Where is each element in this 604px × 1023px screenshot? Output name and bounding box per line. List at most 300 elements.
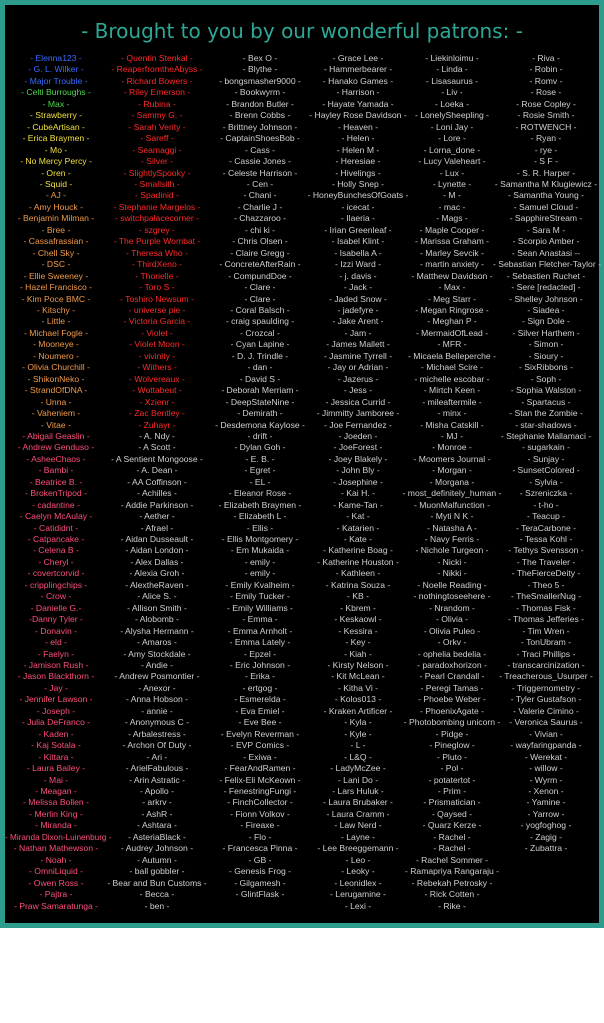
patron-name: - Jessica Currid - (325, 396, 391, 407)
patron-name: - Donavin - (34, 625, 78, 636)
patron-name: - Andrew Genduso - (17, 442, 95, 453)
patron-name: - AA Coffinson - (127, 476, 187, 487)
patron-name: - The Purple Wombat - (113, 236, 201, 247)
patron-name: - TheSmallerNug - (510, 591, 582, 602)
patron-name: - Leoky - (341, 866, 375, 877)
patron-name: - Marissa Graham - (414, 236, 489, 247)
patron-name: - D. J. Trindle - (231, 350, 289, 361)
patron-name: - Joey Blakely - (328, 453, 388, 464)
patron-name: - willow - (529, 763, 563, 774)
patron-name: - universe pie - (128, 304, 186, 315)
patron-name: - AshR - (141, 808, 173, 819)
patron-name: - Pearl Crandall - (419, 671, 485, 682)
patron-name: - CompundDoe - (228, 270, 292, 281)
patron-name: - Peregi Tamas - (420, 682, 484, 693)
patron-name: - Egret - (244, 465, 276, 476)
patron-name: - FinchCollector - (227, 797, 293, 808)
patron-name: - Teacup - (526, 511, 566, 522)
patron-name: - Laura Cramm - (326, 808, 390, 819)
patron-name: - Afrael - (140, 522, 174, 533)
patron-name: - Aidan London - (125, 545, 189, 556)
patron-name: - Jennifer Lawson - (19, 694, 93, 705)
patron-name: - StrandOfDNA - (24, 385, 88, 396)
patron-name: - arkrv - (142, 797, 172, 808)
patron-name: - Sioury - (528, 350, 564, 361)
patron-name: - ReaperfromtheAbyss - (111, 64, 203, 75)
patron-name: - Elenna123 - (30, 53, 82, 63)
patron-name: - Veronica Saurus - (509, 717, 583, 728)
patron-name: - Katherine Houston - (317, 556, 399, 567)
patron-name: - Alice S. - (137, 591, 177, 602)
patron-name: - Isabella A - (334, 247, 382, 258)
patron-name: - mac - (438, 201, 466, 212)
patron-name: - PhoenixAgate - (419, 705, 484, 716)
patron-name: - Sere [redacted] - (511, 282, 581, 293)
patron-name: - Micaela Belleperche - (408, 350, 496, 361)
patron-name: - MuonMalfunction - (414, 499, 490, 510)
patron-name: - Spadinid - (135, 190, 179, 201)
patron-name: - annie - (141, 705, 173, 716)
patron-name: - Siadea - (527, 304, 565, 315)
patron-name: - Noumero - (33, 350, 79, 361)
patron-name: - Celena B - (33, 545, 79, 556)
patron-name: - Fionn Volkov - (230, 808, 290, 819)
patron-name: - Smallsith - (134, 178, 180, 189)
patron-name: - Leonidlex - (334, 877, 382, 888)
patron-name: - Wottabeut - (132, 385, 182, 396)
patron-name: - A. Ndy - (139, 430, 175, 441)
patron-column-6 (493, 53, 599, 855)
patron-name: - Riley Emerson - (123, 87, 191, 98)
patron-name: - Hanako Games - (322, 75, 394, 86)
patron-name: - Irian Greenleaf - (324, 224, 392, 235)
patron-column-4 (305, 53, 411, 912)
patron-name: - szgrey - (139, 224, 175, 235)
patron-name: - most_definitely_human - (402, 488, 502, 499)
patron-name: - Alobomb - (135, 614, 179, 625)
patron-name: - Stephanie Margelos - (113, 201, 201, 212)
patron-name: - Prim - (437, 786, 467, 796)
patron-name: - paradoxhorizon - (417, 660, 487, 671)
patron-name: - ben - (144, 900, 170, 911)
patron-name: - Orkv - (437, 637, 467, 648)
patron-name: - Jazerus - (337, 373, 379, 384)
patron-name: - Helen - (341, 133, 375, 144)
patron-name: - Miranda Dixon-Luinenburg - (5, 832, 112, 842)
patron-name: - Sebastian Fletcher-Taylor - (493, 259, 601, 270)
patron-name: - Catididnt - (33, 522, 79, 533)
patron-name: - Julia DeFranco - (21, 717, 91, 728)
patron-name: - Beatrice B. - (29, 476, 83, 487)
patron-name: - Scorpio Amber - (512, 236, 580, 247)
patron-name: - OmniLiquid - (29, 866, 83, 877)
patron-name: - Lisasaurus - (425, 75, 479, 86)
patron-name: - Heresiae - (335, 156, 381, 167)
patron-name: - Soph - (530, 373, 562, 384)
patron-name: - MFR - (437, 339, 467, 350)
patron-name: - Meghan P - (427, 316, 477, 327)
patron-name: - Anna Hobson - (125, 694, 189, 705)
patron-name: - emily - (244, 568, 276, 579)
patron-name: - Simon - (528, 339, 564, 350)
patron-name: - Cassafrassian - (23, 236, 89, 247)
patron-name: - Lux - (439, 167, 465, 178)
patron-name: - Loni Jay - (430, 121, 474, 132)
patron-name: - Coral Balsch - (230, 304, 290, 315)
patron-column-1 (5, 53, 112, 912)
patron-name: - dan - (247, 362, 273, 373)
patron-name: - ertgog - (242, 682, 278, 693)
patron-name: - AsheeChaos - (26, 453, 86, 464)
patron-name: - Zubattra - (524, 843, 568, 854)
patron-name: - Kat - (346, 511, 370, 522)
patron-name: - Cheryl - (38, 556, 74, 567)
patron-name: - Ellis Montgomery - (221, 534, 299, 545)
patron-name: - bongsmasher9000 - (219, 75, 301, 86)
patron-name: - Evelyn Reverman - (220, 728, 300, 739)
patron-name: - Jay - (44, 682, 68, 693)
patron-name: - Francesca Pinna - (222, 843, 298, 854)
patron-name: - Kim Poce BMC - (21, 293, 91, 304)
patron-name: - Wyrm - (529, 774, 563, 785)
patron-name: - Kiah - (344, 648, 372, 659)
patron-name: - Kate - (343, 534, 373, 545)
patron-name: - Noah - (40, 854, 72, 865)
patron-name: - Theo 5 - (527, 579, 565, 590)
patron-name: - EVP Comics - (230, 740, 290, 751)
patron-name: - Rike - (438, 900, 466, 911)
patron-name: - Cass - (244, 144, 276, 155)
patron-name: - Kitha Vi - (338, 682, 378, 693)
patron-name: - Harrison - (336, 87, 380, 98)
patron-name: - ShikonNeko - (27, 373, 85, 384)
patron-name: - Lorna_done - (423, 144, 481, 155)
patron-name: - Toro S - (139, 282, 175, 293)
patron-name: - Clare - (244, 282, 276, 293)
patron-name: - Thorielle - (135, 270, 179, 281)
patron-name: - Jason Blackthorn - (17, 671, 95, 682)
patron-name: - Anonymous C - (125, 717, 189, 728)
patron-name: - Samantha M Klugiewicz - (494, 178, 598, 189)
patron-name: - Holly Snep - (331, 178, 385, 189)
patron-name: - Unna - (40, 396, 72, 407)
patron-name: - Kolos013 - (334, 694, 382, 705)
patron-name: - Jay or Adrian - (327, 362, 389, 373)
patron-name: - Abigail Geaslin - (22, 430, 90, 441)
patron-name: - Natasha A - (427, 522, 477, 533)
patron-name: - covertcorvid - (27, 568, 85, 579)
patron-name: - S F - (534, 156, 558, 167)
patron-name: - Quarz Kerze - (422, 820, 482, 831)
patron-name: - Esmerelda - (234, 694, 286, 705)
patron-name: - Sarah Verity - (128, 121, 186, 132)
patron-name: - Chell Sky - (32, 247, 80, 258)
patron-name: - Pineglow - (429, 740, 475, 751)
patron-name: - Kame-Tan - (333, 499, 383, 510)
patron-name: - Faelyn - (37, 648, 75, 659)
patron-name: - Hammerbearer - (323, 64, 393, 75)
patron-name: - CubeArtisan - (27, 121, 85, 132)
patron-name: - Pajtra - (39, 889, 73, 900)
patron-name: - Rose Copley - (516, 98, 576, 109)
patron-name: - Sign Dole - (522, 316, 570, 327)
patron-name: - Gilgamesh - (234, 877, 286, 888)
patron-name: - Stephanie Mallamaci - (500, 430, 592, 441)
patron-name: - yogfoghog - (520, 820, 572, 831)
patron-name: - Cyan Lapine - (230, 339, 290, 350)
patron-name: - wayfaringpanda - (510, 740, 582, 751)
patron-name: - Mags - (436, 213, 468, 224)
patron-name: - Mo - (44, 144, 68, 155)
patron-name: - Vaheniem - (31, 408, 81, 419)
patron-name: - Andrew Posmontier - (114, 671, 200, 682)
patron-name: - Pol - (440, 763, 464, 774)
patron-name: - Mirtch Keen - (423, 385, 481, 396)
patron-name: - Werekat - (524, 751, 568, 762)
patron-name: - Merlin King - (29, 808, 83, 819)
patron-name: - DeepStateNine - (225, 396, 295, 407)
patron-name: - AlextheRaven - (125, 579, 189, 590)
patron-name: - Jamison Rush - (23, 660, 89, 671)
patron-name: - Navy Ferris - (424, 534, 480, 545)
patron-name: - Charlie J - (237, 201, 283, 212)
patron-name: - Samuel Cloud - (513, 201, 579, 212)
patron-name: - No Mercy Percy - (20, 156, 92, 167)
patron-name: - ArielFabulous - (125, 763, 189, 774)
patron-name: - Jess - (343, 385, 373, 396)
patron-name: - David S - (239, 373, 281, 384)
patron-name: - Claire Gregg - (230, 247, 290, 258)
patron-name: - Owen Ross - (28, 877, 84, 888)
patron-name: - Brandon Butler - (226, 98, 294, 109)
patron-name: - Tethys Svensson - (508, 545, 584, 556)
patron-name: - The Traveler - (516, 556, 576, 567)
patron-name: - TonUbram - (521, 637, 571, 648)
patron-name: - Bookwyrm - (234, 87, 286, 98)
patron-name: - AsteriaBlack - (128, 831, 186, 842)
patron-name: - Joeden - (338, 430, 378, 441)
patron-name: - Achilles - (137, 488, 177, 499)
patron-name: - Rick Cotten - (424, 889, 480, 900)
patron-name: - Emma Arnholt - (227, 625, 293, 636)
patron-name: - Clare - (244, 293, 276, 304)
patron-name: - Heaven - (337, 121, 379, 132)
patron-name: - Violet Moon - (129, 339, 185, 350)
patron-name: - SixRibbons - (519, 362, 573, 373)
patron-name: -Danny Tyler - (29, 614, 83, 625)
patron-name: - Becca - (139, 889, 175, 900)
patron-name: - Max - (42, 98, 70, 109)
patron-name: - star-shadows - (515, 419, 577, 430)
patron-name: - Tessa Kohl - (519, 534, 573, 545)
patron-name: - michelle escobar - (414, 373, 490, 384)
patron-name: - Hivelings - (335, 167, 381, 178)
patron-name: - Misha Catskill - (420, 419, 484, 430)
patron-name: - Wolvereaux - (129, 373, 185, 384)
patron-name: - Pidge - (435, 728, 469, 739)
patron-name: - Joe Fernandez - (324, 419, 392, 430)
patron-name: - Shelley Johnson - (509, 293, 583, 304)
patron-name: - Epzel - (244, 648, 276, 659)
patron-name: - Dylan Goh - (234, 442, 286, 453)
patron-name: - SlightlySpooky - (123, 167, 191, 178)
patron-name: - Spartacus - (521, 396, 571, 407)
patron-name: - HoneyBunchesOfGoats - (307, 190, 409, 201)
patron-name: - Demirath - (237, 408, 283, 419)
patron-name: - ConcreteAfterRain - (219, 259, 301, 270)
patron-name: - Rose - (530, 87, 562, 98)
patron-name: - Miranda - (35, 820, 77, 831)
patron-name: - Samantha Young - (508, 190, 584, 201)
patron-name: - Rubina - (138, 98, 176, 109)
patron-name: - Danielle G.- (30, 602, 82, 613)
patron-name: - Exiwa - (243, 751, 277, 762)
patron-column-2 (105, 53, 209, 912)
patron-name: - Kaden - (38, 728, 74, 739)
patron-name: - Treacherous_Usurper - (499, 671, 593, 682)
patron-name: - cadantine - (32, 499, 80, 510)
patron-name: - Richard Bowers - (121, 75, 193, 86)
patron-name: - Laura Brubaker - (323, 797, 393, 808)
patron-name: - Kai H. - (341, 488, 375, 499)
patron-name: - Emma Lately - (229, 637, 291, 648)
patron-name: - Katherine Boag - (323, 545, 393, 556)
patron-name: - Deborah Merriam - (221, 385, 299, 396)
patron-name: - Amy Houck - (29, 201, 83, 212)
patron-name: - Emily Williams - (227, 602, 293, 613)
patron-name: - ophelia bedelia - (417, 648, 487, 659)
patron-name: - Catpancake - (27, 534, 85, 545)
patron-name: - Victoria Garcia - (123, 316, 191, 327)
patron-name: - Ryan - (530, 133, 562, 144)
patron-name: - Loeka - (435, 98, 469, 109)
patron-name: - Eleanor Rose - (228, 488, 292, 499)
patron-name: - Erica Braymen - (22, 133, 90, 144)
patron-name: - cripplingchips - (24, 579, 88, 590)
patron-name: - Kyla - (344, 717, 372, 728)
patron-name: - Liv - (441, 87, 463, 98)
patron-name: - FearAndRamen - (224, 763, 296, 774)
patron-name: - Kbrem - (340, 602, 376, 613)
patron-name: - A. Dean - (136, 465, 178, 476)
patron-name: - rye - (534, 144, 558, 155)
patron-name: - Kitschy - (36, 304, 76, 315)
patron-name: - Xzienr - (139, 396, 175, 407)
patron-column-3 (205, 53, 315, 901)
patron-name: - Andie - (140, 660, 173, 671)
patron-name: - Tim Wren - (522, 625, 570, 636)
patron-name: - Silver - (141, 156, 173, 167)
patron-name: - Alexia Groh - (129, 568, 185, 579)
patron-name: - Major Trouble - (24, 75, 88, 86)
patron-name: - Genesis Frog - (228, 866, 292, 877)
patron-name: - Isabel Klint - (331, 236, 385, 247)
patron-name: - Lerugamine - (330, 889, 386, 900)
patron-name: - L&Q - (344, 751, 372, 762)
patron-name: - t-ho - (533, 499, 559, 510)
patron-name: - Lore - (438, 133, 466, 144)
patron-name: - Withers - (137, 362, 177, 373)
patron-name: - Celti Burroughs - (21, 87, 91, 98)
patron-name: - Violet - (141, 327, 173, 338)
patron-name: - Layne - (341, 831, 375, 842)
patron-name: - chi ki - (244, 224, 276, 235)
patron-name: - Ellie Sweeney - (23, 270, 89, 281)
patron-name: - Alex Dallas - (130, 556, 184, 567)
patron-name: - Fireaxe - (240, 820, 280, 831)
patron-name: - Michael Scire - (420, 362, 484, 373)
patron-name: - Thomas Jefferies - (507, 614, 585, 625)
patron-name: - Yarrow - (527, 808, 565, 819)
patron-name: - Bambi - (38, 465, 74, 476)
patron-name: - Lani Do - (337, 774, 379, 785)
patron-name: - Mai - (43, 774, 69, 785)
patron-name: - martin anxiety - (420, 259, 484, 270)
patron-name: - eld - (45, 637, 67, 648)
patron-name: - CaptainShoesBob - (220, 133, 300, 144)
patron-name: - Riva - (532, 53, 560, 63)
patron-name: - Brittney Johnson - (222, 121, 298, 132)
patron-name: - switchpalacecorner - (114, 213, 200, 224)
patron-name: - Amy Stockdale - (123, 648, 191, 659)
patron-name: - Nikki - (437, 568, 467, 579)
patron-name: - Nicki - (437, 556, 467, 567)
patron-name: - Kyle - (344, 728, 372, 739)
patron-name: - AJ - (45, 190, 67, 201)
patron-name: - Hayate Yamada - (322, 98, 394, 109)
patron-name: - Katarien - (336, 522, 380, 533)
patron-name: - GB - (248, 854, 272, 865)
patron-name: - Sophia Walston - (510, 385, 582, 396)
patron-name: - Morgana - (429, 476, 475, 487)
patron-name: - Laura Bailey - (26, 763, 86, 774)
patron-name: - Max - (438, 282, 466, 293)
patron-name: - Caelyn McAulay - (19, 511, 93, 522)
patron-name: - Hazel Francisco - (19, 282, 93, 293)
patron-name: - LadyMcZee - (330, 763, 386, 774)
patron-name: - Rachel - (433, 831, 471, 842)
patron-name: - Joseph - (36, 705, 76, 716)
patron-name: - FenestringFungi - (223, 786, 297, 796)
patron-name: - BrokenTripod - (25, 488, 87, 499)
patron-name: - Emma - (242, 614, 278, 625)
patron-name: - emily - (244, 556, 276, 567)
patron-name: - Audrey Johnson - (120, 843, 194, 854)
patron-name: - Morgan - (432, 465, 472, 476)
patron-name: - Sara M - (526, 224, 566, 235)
patron-name: - ball gobbler - (129, 866, 185, 877)
patron-name: - KB - (347, 591, 369, 602)
patron-name: - Erika - (244, 671, 276, 682)
patron-name: - Quentin Stenkal - (121, 53, 193, 63)
patron-name: - Szreniczka - (519, 488, 573, 499)
patron-name: - Nichole Turgeon - (415, 545, 489, 556)
patron-name: - Zagig - (530, 831, 562, 842)
patron-name: - Elizabeth L - (233, 511, 287, 522)
patron-name: - Pluto - (436, 751, 468, 762)
patron-name: - Law Nerd - (334, 820, 382, 831)
patron-name: - Amaros - (137, 637, 177, 648)
patron-name: - Maple Cooper - (419, 224, 485, 235)
patron-name: - Eva Emiel - (235, 705, 285, 716)
patron-name: - Lars Huluk - (332, 786, 384, 796)
patron-name: - Zac Bentley - (129, 408, 185, 419)
patron-name: - M - (443, 190, 461, 201)
patron-name: - minx - (437, 408, 467, 419)
patron-name: - Brenn Cobbs - (229, 110, 291, 121)
patron-name: - Felix-Eli McKeown - (219, 774, 301, 785)
patron-name: - Lynette - (432, 178, 472, 189)
